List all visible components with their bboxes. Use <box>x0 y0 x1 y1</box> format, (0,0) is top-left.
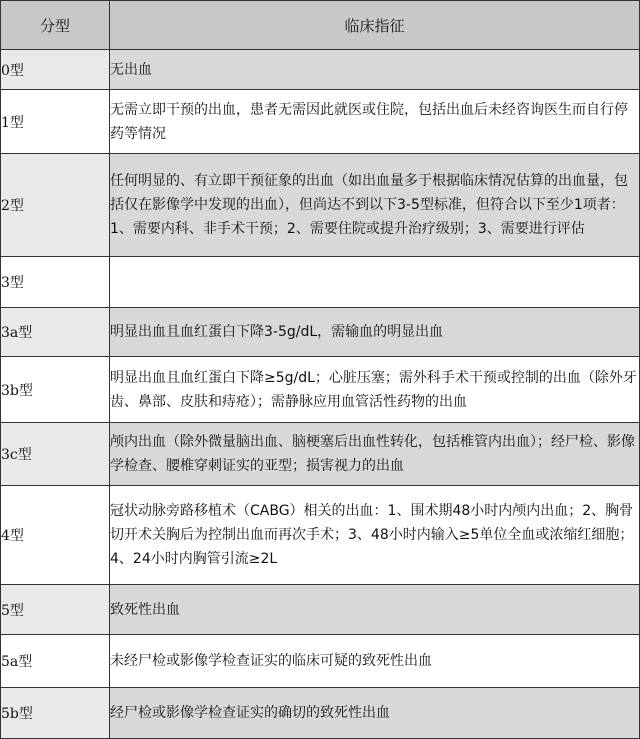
table-row <box>1 257 640 308</box>
table-row <box>1 423 640 486</box>
table-row <box>1 50 640 90</box>
row-criteria-cell: 无出血 <box>110 50 640 90</box>
row-criteria-cell <box>110 257 640 308</box>
row-criteria-cell: 未经尸检或影像学检查证实的临床可疑的致死性出血 <box>110 635 640 688</box>
row-type-cell: 0型 <box>1 50 110 90</box>
row-criteria-cell: 无需立即干预的出血，患者无需因此就医或住院，包括出血后未经咨询医生而自行停药等情况 <box>110 90 640 154</box>
row-criteria-cell: 致死性出血 <box>110 585 640 635</box>
row-type-cell: 3c型 <box>1 423 110 486</box>
row-type-cell: 1型 <box>1 90 110 154</box>
table-row <box>1 688 640 739</box>
table-row <box>1 585 640 635</box>
row-criteria-cell: 明显出血且血红蛋白下降≥5g/dL；心脏压塞；需外科手术干预或控制的出血（除外牙齿、鼻部、皮肤和痔疮）；需静脉应用血管活性药物的出血 <box>110 357 640 423</box>
row-type-cell: 5b型 <box>1 688 110 739</box>
row-type-cell: 3型 <box>1 257 110 308</box>
table-row <box>1 486 640 585</box>
table-row <box>1 308 640 357</box>
row-criteria-cell: 冠状动脉旁路移植术（CABG）相关的出血：1、围术期48小时内颅内出血；2、胸骨切开术关胸后为控制出血而再次手术；3、48小时内输入≥5单位全血或浓缩红细胞；4、24小时内胸管引流≥2L <box>110 486 640 585</box>
row-type-cell: 5a型 <box>1 635 110 688</box>
column-header-type: 分型 <box>1 1 110 50</box>
row-type-cell: 3a型 <box>1 308 110 357</box>
table-header-row <box>1 1 640 50</box>
row-criteria-cell: 颅内出血（除外微量脑出血、脑梗塞后出血性转化，包括椎管内出血）；经尸检、影像学检查、腰椎穿刺证实的亚型；损害视力的出血 <box>110 423 640 486</box>
row-criteria-cell: 任何明显的、有立即干预征象的出血（如出血量多于根据临床情况估算的出血量，包括仅在影像学中发现的出血），但尚达不到以下3-5型标准，但符合以下至少1项者：1、需要内科、非手术干预；2、需要住院或提升治疗级别；3、需要进行评估 <box>110 154 640 257</box>
row-criteria-cell: 经尸检或影像学检查证实的确切的致死性出血 <box>110 688 640 739</box>
table-row <box>1 90 640 154</box>
row-type-cell: 2型 <box>1 154 110 257</box>
row-type-cell: 3b型 <box>1 357 110 423</box>
table-row <box>1 357 640 423</box>
column-header-criteria: 临床指征 <box>110 1 640 50</box>
row-type-cell: 5型 <box>1 585 110 635</box>
row-criteria-cell: 明显出血且血红蛋白下降3-5g/dL，需输血的明显出血 <box>110 308 640 357</box>
table-row <box>1 635 640 688</box>
row-type-cell: 4型 <box>1 486 110 585</box>
table-row <box>1 154 640 257</box>
